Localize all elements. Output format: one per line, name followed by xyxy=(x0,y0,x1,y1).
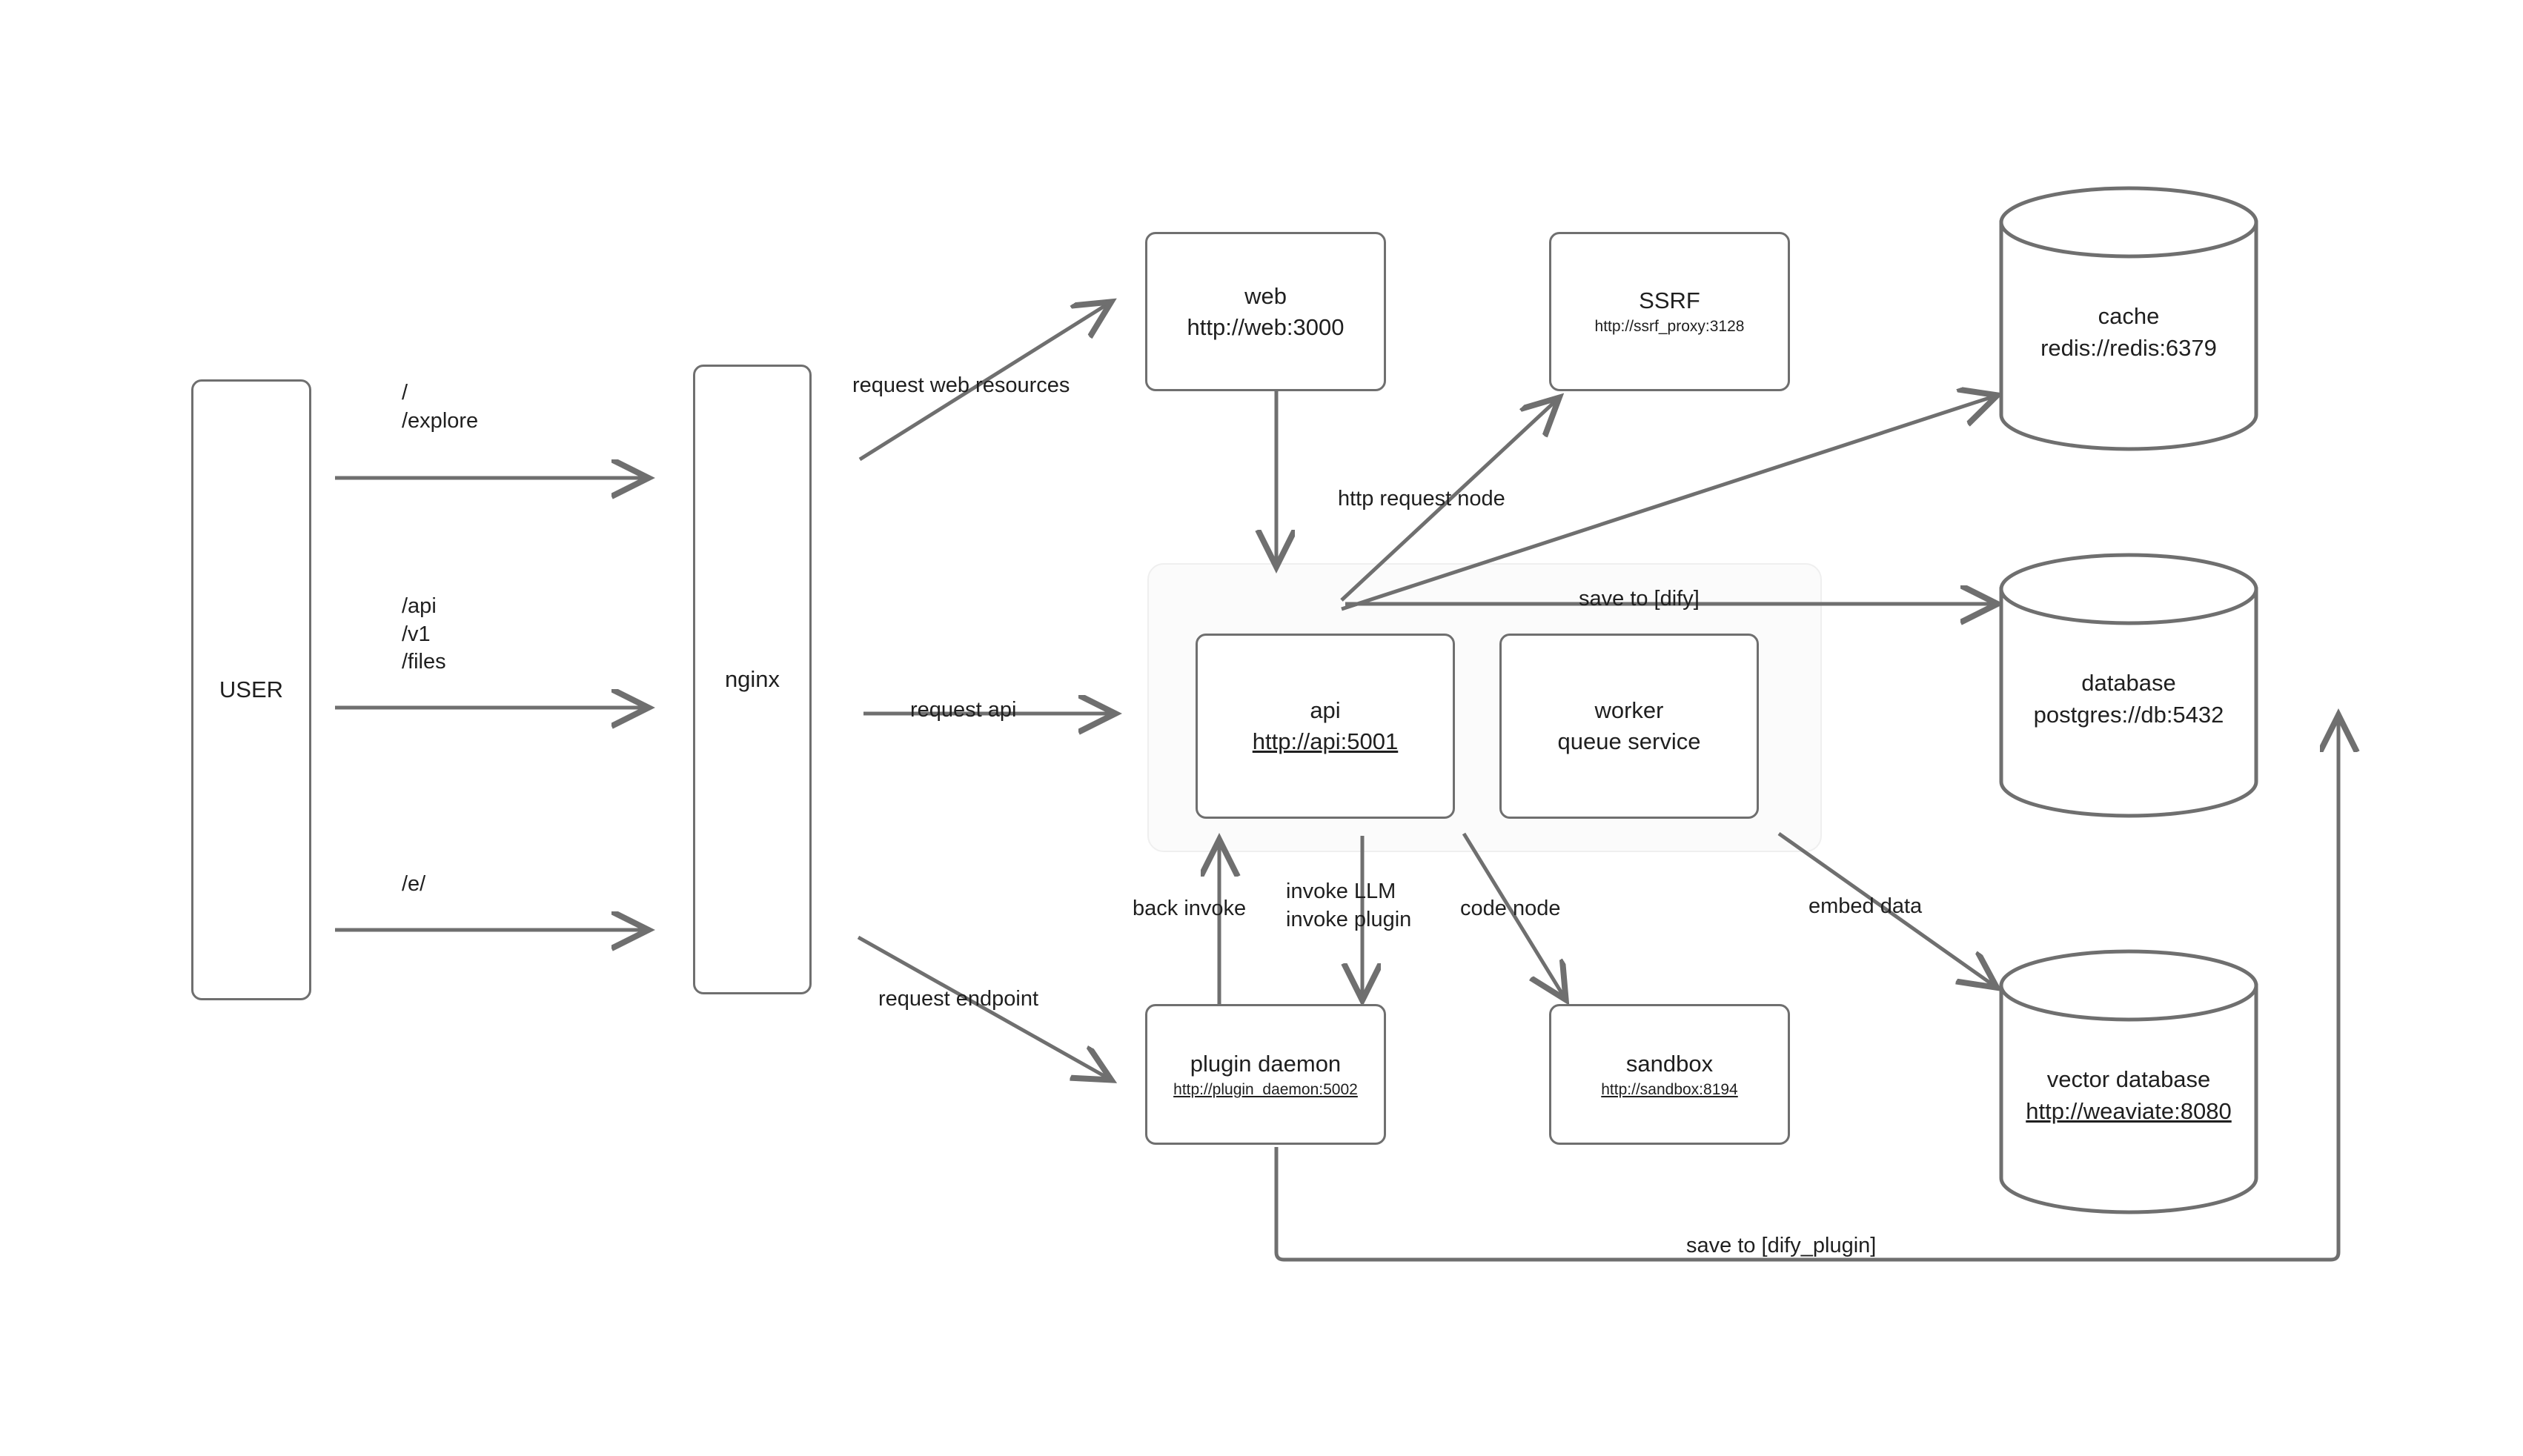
node-ssrf-url: http://ssrf_proxy:3128 xyxy=(1594,318,1745,336)
edge-label-user-root xyxy=(402,379,478,435)
node-cache-url: redis://redis:6379 xyxy=(2040,335,2217,362)
node-web[interactable] xyxy=(1145,232,1386,391)
node-worker-sub: queue service xyxy=(1557,728,1701,754)
node-sandbox-label: sandbox xyxy=(1625,1050,1714,1077)
edge-label-user-api-line1: /api xyxy=(402,594,437,618)
node-plugin-daemon[interactable] xyxy=(1145,1004,1386,1145)
edge-label-user-api-line2: /v1 xyxy=(402,622,431,646)
node-user-label: USER xyxy=(219,677,284,703)
edge-label-user-api xyxy=(402,593,446,677)
edge-label-http-request-node: http request node xyxy=(1338,487,1505,511)
edge-label-code-node: code node xyxy=(1460,897,1561,920)
node-database-url: postgres://db:5432 xyxy=(2033,702,2224,728)
node-cache-label: cache xyxy=(2098,303,2160,329)
node-sandbox-url: http://sandbox:8194 xyxy=(1601,1080,1738,1098)
node-api[interactable] xyxy=(1196,634,1455,819)
edge-label-invoke-llm-line1: invoke LLM xyxy=(1286,880,1396,903)
edge-label-save-to-dify-plugin: save to [dify_plugin] xyxy=(1686,1234,1877,1257)
edge-label-back-invoke: back invoke xyxy=(1133,897,1247,920)
edge-label-user-root-line1: / xyxy=(402,381,408,405)
node-database-label: database xyxy=(2081,670,2176,696)
node-plugin-daemon-label: plugin daemon xyxy=(1190,1050,1342,1077)
edge-label-save-to-dify: save to [dify] xyxy=(1579,587,1700,611)
node-database[interactable] xyxy=(2001,667,2256,731)
node-nginx[interactable] xyxy=(693,365,812,994)
edge-label-user-root-line2: /explore xyxy=(402,408,479,433)
node-vector-database-label: vector database xyxy=(2046,1066,2211,1092)
node-ssrf[interactable] xyxy=(1549,232,1790,391)
node-worker[interactable] xyxy=(1499,634,1759,819)
node-cache[interactable] xyxy=(2001,300,2256,365)
edge-label-user-api-line3: /files xyxy=(402,650,446,674)
node-plugin-daemon-url: http://plugin_daemon:5002 xyxy=(1173,1080,1358,1098)
node-worker-label: worker xyxy=(1594,697,1664,724)
edge-label-invoke-plugin-line2: invoke plugin xyxy=(1286,907,1412,931)
node-web-label: web xyxy=(1244,282,1287,309)
node-vector-database-url: http://weaviate:8080 xyxy=(2026,1098,2232,1125)
edge-label-user-endpoint: /e/ xyxy=(402,872,426,896)
node-api-url: http://api:5001 xyxy=(1252,728,1399,754)
node-nginx-label: nginx xyxy=(724,666,780,693)
node-api-label: api xyxy=(1310,697,1341,724)
node-ssrf-label: SSRF xyxy=(1639,287,1700,314)
node-vector-database[interactable] xyxy=(1972,1063,2286,1128)
edge-label-request-web-resources: request web resources xyxy=(852,373,1070,397)
node-sandbox[interactable] xyxy=(1549,1004,1790,1145)
edge-label-request-endpoint: request endpoint xyxy=(878,987,1039,1011)
edge-label-request-api: request api xyxy=(910,698,1017,722)
edge-label-embed-data: embed data xyxy=(1808,894,1923,918)
node-user[interactable] xyxy=(191,379,311,1000)
edge-label-invoke-llm xyxy=(1286,878,1411,934)
node-web-url: http://web:3000 xyxy=(1187,313,1345,340)
